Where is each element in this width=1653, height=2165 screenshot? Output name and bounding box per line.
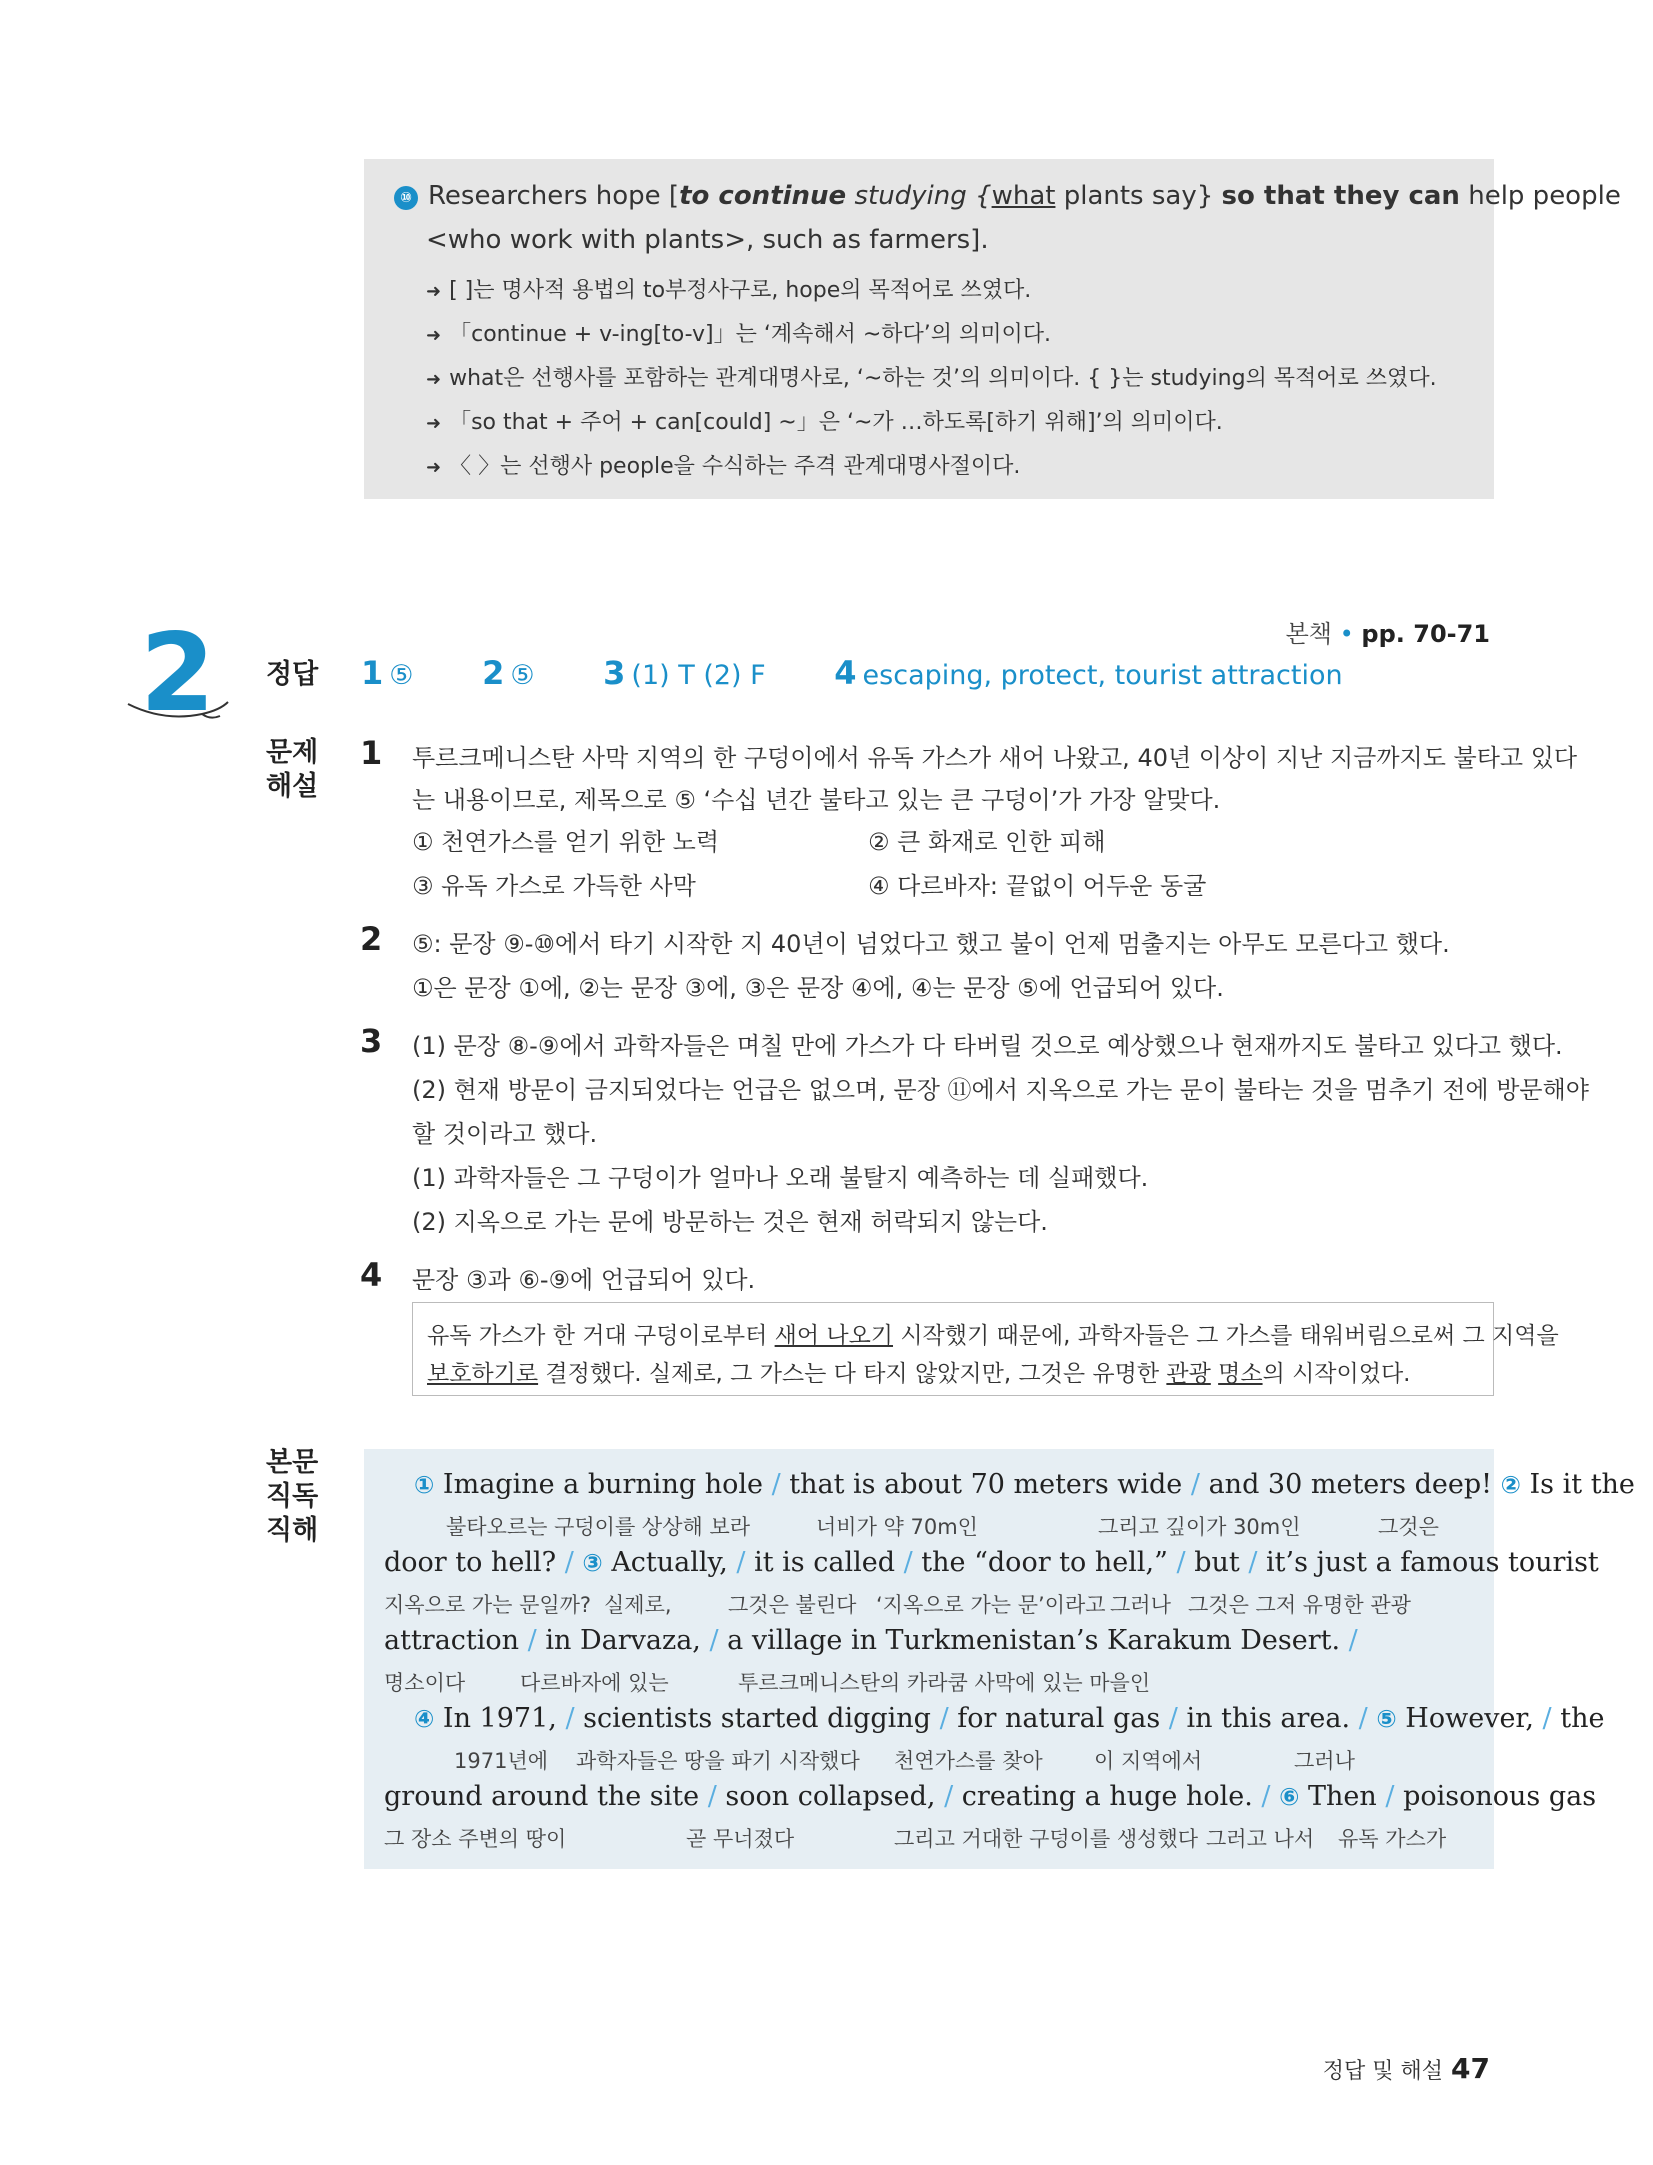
- reading-box: [364, 1449, 1635, 1869]
- slash-divider: /: [527, 1625, 537, 1656]
- grammar-note-text: 「continue + v-ing[to-v]」는 ‘계속해서 ~하다’의 의미이다.: [449, 322, 1052, 347]
- explanation-text: (2) 현재 방문이 금지되었다는 언급은 없으며, 문장 ⑪에서 지옥으로 가는 문이 불타는 것을 멈추기 전에 방문해야: [412, 1076, 1589, 1104]
- summary-line: [427, 1355, 1411, 1388]
- sentence-text-bold: to continue: [679, 181, 847, 211]
- translation-chunk: 명소이다: [384, 1671, 466, 1695]
- sentence-number-badge: ④: [414, 1705, 435, 1733]
- chunk: ground around the site: [384, 1781, 700, 1812]
- option-text: ① 천연가스를 얻기 위한 노력: [412, 828, 720, 856]
- explanation-label-line: 문제: [266, 737, 319, 768]
- answer-item: [834, 654, 1343, 692]
- slash-divider: /: [1358, 1703, 1368, 1734]
- summary-box: [412, 1302, 1559, 1396]
- slash-divider: /: [1248, 1547, 1258, 1578]
- chunk: However,: [1405, 1703, 1534, 1734]
- summary-answer: 보호하기로: [427, 1361, 539, 1387]
- reading-label-line: 직독: [266, 1481, 319, 1512]
- grammar-note: [426, 405, 1223, 436]
- summary-text: 유독 가스가 한 거대 구덩이로부터: [427, 1323, 775, 1349]
- slash-divider: /: [707, 1781, 717, 1812]
- slash-divider: /: [564, 1547, 574, 1578]
- translation-chunk: 그것은: [1378, 1515, 1439, 1539]
- explanation-text: (1) 과학자들은 그 구덩이가 얼마나 오래 불탈지 예측하는 데 실패했다.: [412, 1164, 1149, 1192]
- sentence-text-underlined: what: [991, 181, 1056, 211]
- translation-chunk: 다르바자에 있는: [520, 1671, 669, 1695]
- arrow-icon: ➜: [426, 457, 442, 478]
- slash-divider: /: [736, 1547, 746, 1578]
- chunk: in this area.: [1186, 1703, 1351, 1734]
- explanation-label-line: 해설: [266, 771, 319, 802]
- summary-text: 결정했다. 실제로, 그 가스는 다 타지 않았지만, 그것은 유명한: [538, 1361, 1167, 1387]
- chunk: In 1971,: [442, 1703, 557, 1734]
- sentence-number-badge: ①: [414, 1471, 435, 1499]
- bullet-dot-icon: •: [1339, 620, 1354, 648]
- chunk: that is about 70 meters wide: [789, 1469, 1183, 1500]
- answer-number: 4: [834, 654, 857, 692]
- chunk: scientists started digging: [583, 1703, 931, 1734]
- sentence-text-bold: so that they can: [1221, 181, 1460, 211]
- translation-chunk: 그러고 나서: [1206, 1827, 1315, 1851]
- slash-divider: /: [1542, 1703, 1552, 1734]
- chunk: and 30 meters deep!: [1208, 1469, 1492, 1500]
- answer-value: ⑤: [510, 660, 535, 691]
- chunk: attraction: [384, 1625, 520, 1656]
- answer-number: 1: [361, 654, 384, 692]
- question-number: 2: [360, 920, 383, 958]
- sentence-number-badge: ⑥: [1279, 1783, 1300, 1811]
- grammar-note: [426, 361, 1437, 392]
- answer-value: escaping, protect, tourist attraction: [862, 660, 1343, 691]
- answer-label: 정답: [266, 659, 319, 690]
- translation-chunk: 너비가 약 70m인: [816, 1515, 978, 1539]
- translation-chunk: 천연가스를 찾아: [894, 1749, 1043, 1773]
- grammar-note: [426, 449, 1020, 480]
- chunk: Actually,: [611, 1547, 728, 1578]
- translation-chunk: ‘지옥으로 가는 문’이라고: [876, 1593, 1106, 1617]
- slash-divider: /: [1168, 1703, 1178, 1734]
- section-number: 2: [140, 611, 216, 736]
- sentence-text: Researchers hope [: [428, 181, 680, 211]
- reading-line-2: [384, 1547, 1599, 1578]
- sentence-text: plants say}: [1055, 181, 1222, 211]
- chunk: in Darvaza,: [545, 1625, 701, 1656]
- footer-label: 정답 및 해설: [1322, 2059, 1444, 2084]
- explanation-text: (1) 문장 ⑧-⑨에서 과학자들은 며칠 만에 가스가 다 타버릴 것으로 예상했으나 현재까지도 불타고 있다고 했다.: [412, 1032, 1563, 1060]
- translation-chunk: 그것은 불린다: [728, 1593, 857, 1617]
- swoosh-underline-icon: [124, 690, 234, 730]
- translation-chunk: 이 지역에서: [1094, 1749, 1203, 1773]
- sentence-number-badge: ⑤: [1376, 1705, 1397, 1733]
- translation-chunk: 불타오르는 구덩이를 상상해 보라: [446, 1515, 751, 1539]
- slash-divider: /: [944, 1781, 954, 1812]
- slash-divider: /: [1261, 1781, 1271, 1812]
- chunk: Is it the: [1529, 1469, 1635, 1500]
- translation-chunk: 곧 무너졌다: [686, 1827, 795, 1851]
- answer-number: 3: [603, 654, 626, 692]
- chunk: but: [1194, 1547, 1240, 1578]
- slash-divider: /: [771, 1469, 781, 1500]
- summary-text: 시작했기 때문에, 과학자들은 그 가스를 태워버림으로써 그 지역을: [893, 1323, 1559, 1349]
- arrow-icon: ➜: [426, 281, 442, 302]
- book-ref-pages: pp. 70-71: [1361, 620, 1490, 648]
- chunk: Imagine a burning hole: [442, 1469, 763, 1500]
- chunk: the: [1560, 1703, 1605, 1734]
- book-ref-label: 본책: [1285, 620, 1332, 648]
- sentence-text: help people: [1459, 181, 1621, 211]
- chunk: it is called: [754, 1547, 895, 1578]
- explanation-text: 는 내용이므로, 제목으로 ⑤ ‘수십 년간 불타고 있는 큰 구덩이’가 가장 알맞다.: [412, 786, 1221, 814]
- slash-divider: /: [1190, 1469, 1200, 1500]
- translation-chunk: 그 장소 주변의 땅이: [384, 1827, 567, 1851]
- summary-answer: 관광: [1166, 1361, 1211, 1387]
- slash-divider: /: [1385, 1781, 1395, 1812]
- explanation-text: 할 것이라고 했다.: [412, 1120, 598, 1148]
- page-footer: [1323, 2052, 1490, 2085]
- answer-value: (1) T (2) F: [631, 660, 766, 691]
- question-number: 1: [360, 734, 383, 772]
- reading-line-5: [384, 1781, 1596, 1812]
- slash-divider: /: [565, 1703, 575, 1734]
- reading-label-line: 직해: [266, 1515, 319, 1546]
- explanation-text: ⑤: 문장 ⑨-⑩에서 타기 시작한 지 40년이 넘었다고 했고 불이 언제 멈출지는 아무도 모른다고 했다.: [412, 930, 1450, 958]
- translation-chunk: 그리고 거대한 구덩이를 생성했다: [894, 1827, 1199, 1851]
- slash-divider: /: [903, 1547, 913, 1578]
- page-number: 47: [1451, 2052, 1490, 2085]
- reading-label: [266, 1446, 318, 1548]
- arrow-icon: ➜: [426, 369, 442, 390]
- slash-divider: /: [709, 1625, 719, 1656]
- summary-line: [427, 1317, 1559, 1350]
- chunk: soon collapsed,: [725, 1781, 936, 1812]
- translation-chunk: 지옥으로 가는 문일까?: [384, 1593, 592, 1617]
- translation-chunk: 실제로,: [604, 1593, 672, 1617]
- translation-chunk: 그러나: [1110, 1593, 1171, 1617]
- summary-answer: 명소: [1218, 1361, 1263, 1387]
- chunk: it’s just a famous tourist: [1266, 1547, 1599, 1578]
- option-text: ② 큰 화재로 인한 피해: [868, 828, 1106, 856]
- answer-number: 2: [482, 654, 505, 692]
- grammar-note-text: 〈 〉는 선행사 people을 수식하는 주격 관계대명사절이다.: [449, 454, 1021, 479]
- arrow-icon: ➜: [426, 413, 442, 434]
- grammar-note: [426, 273, 1031, 304]
- reading-line-3: [384, 1625, 1358, 1656]
- chunk: door to hell?: [384, 1547, 557, 1578]
- chunk: poisonous gas: [1403, 1781, 1597, 1812]
- question-number: 3: [360, 1022, 383, 1060]
- translation-chunk: 1971년에: [454, 1749, 549, 1773]
- reading-line-1: [414, 1469, 1635, 1500]
- translation-chunk: 그리고 깊이가 30m인: [1098, 1515, 1301, 1539]
- grammar-note-text: what은 선행사를 포함하는 관계대명사로, ‘~하는 것’의 의미이다. { }는 studying의 목적어로 쓰였다.: [449, 366, 1437, 391]
- answer-item: [361, 654, 414, 692]
- translation-chunk: 그러나: [1294, 1749, 1355, 1773]
- option-text: ④ 다르바자: 끝없이 어두운 동굴: [868, 872, 1207, 900]
- explanation-text: (2) 지옥으로 가는 문에 방문하는 것은 현재 허락되지 않는다.: [412, 1208, 1048, 1236]
- translation-chunk: 투르크메니스탄의 카라쿰 사막에 있는 마을인: [738, 1671, 1151, 1695]
- chunk: the “door to hell,”: [921, 1547, 1168, 1578]
- grammar-note-text: [ ]는 명사적 용법의 to부정사구로, hope의 목적어로 쓰였다.: [449, 278, 1032, 303]
- chunk: creating a huge hole.: [961, 1781, 1253, 1812]
- sentence-text-italic: studying {: [846, 181, 992, 211]
- arrow-icon: ➜: [426, 325, 442, 346]
- explanation-text: 문장 ③과 ⑥-⑨에 언급되어 있다.: [412, 1266, 756, 1294]
- reading-line-4: [414, 1703, 1604, 1734]
- grammar-note-box: [364, 159, 1621, 499]
- summary-text: 의 시작이었다.: [1262, 1361, 1411, 1387]
- grammar-note-text: 「so that + 주어 + can[could] ~」은 ‘~가 …하도록[하기 위해]’의 의미이다.: [449, 410, 1223, 435]
- grammar-sentence-line-1: [394, 181, 1621, 211]
- sentence-number-badge: ⑩: [394, 186, 418, 210]
- chunk: for natural gas: [957, 1703, 1161, 1734]
- explanation-label: [266, 736, 318, 804]
- answer-item: [603, 654, 766, 692]
- reading-label-line: 본문: [266, 1447, 319, 1478]
- option-text: ③ 유독 가스로 가득한 사막: [412, 872, 696, 900]
- explanation-text: 투르크메니스탄 사막 지역의 한 구덩이에서 유독 가스가 새어 나왔고, 40년 이상이 지난 지금까지도 불타고 있다: [412, 744, 1578, 772]
- translation-chunk: 유독 가스가: [1338, 1827, 1447, 1851]
- summary-answer: 새어 나오기: [774, 1323, 894, 1349]
- translation-chunk: 과학자들은 땅을 파기 시작했다: [576, 1749, 860, 1773]
- explanation-text: ①은 문장 ①에, ②는 문장 ③에, ③은 문장 ④에, ④는 문장 ⑤에 언급되어 있다.: [412, 974, 1224, 1002]
- book-page-reference: [1286, 614, 1490, 649]
- chunk: a village in Turkmenistan’s Karakum Desert.: [727, 1625, 1341, 1656]
- sentence-number-badge: ②: [1500, 1471, 1521, 1499]
- slash-divider: /: [1176, 1547, 1186, 1578]
- translation-chunk: 그것은 그저 유명한 관광: [1188, 1593, 1411, 1617]
- sentence-number-badge: ③: [582, 1549, 603, 1577]
- chunk: Then: [1308, 1781, 1377, 1812]
- slash-divider: /: [1348, 1625, 1358, 1656]
- grammar-note: [426, 317, 1051, 348]
- grammar-sentence-line-2: <who work with plants>, such as farmers].: [426, 225, 989, 255]
- slash-divider: /: [939, 1703, 949, 1734]
- answer-item: [482, 654, 535, 692]
- answer-list: [361, 654, 1343, 692]
- question-number: 4: [360, 1256, 383, 1294]
- answer-value: ⑤: [389, 660, 414, 691]
